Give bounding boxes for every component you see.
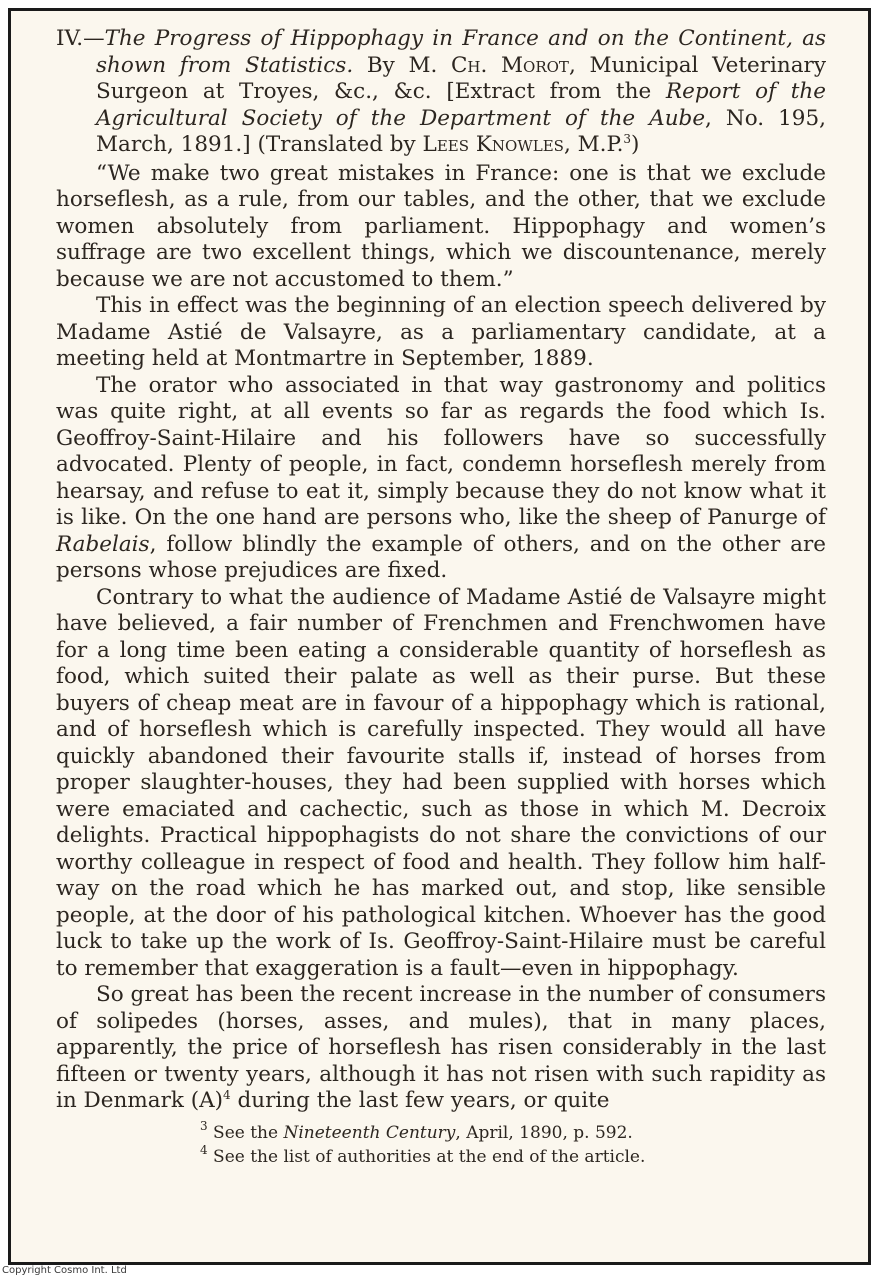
footnote-3: $^3$ See the Nineteenth Century, April, 1890, p. 592. (200, 1118, 633, 1143)
document-page (56, 26, 826, 1169)
paragraph-5: So great has been the recent increase in the number of consumers of solipedes (horses, asses, and mules), that in many places, apparently, the price of horseflesh has risen considerably in the last fifteen or twenty years, although it has not risen with such rapidity as in Denmark $(A)^4$ during the last few years, or quite (56, 982, 826, 1113)
author-name: Ch. Morot (450, 52, 569, 78)
source-title: Report of the Agricultural Society of the Department of the Aube (96, 79, 826, 131)
footnote-4: $^4$ See the list of authorities at the end of the article. (200, 1142, 646, 1167)
rabelais-italic: Rabelais (56, 531, 150, 557)
paragraph-4: Contrary to what the audience of Madame Astié de Valsayre might have believed, a fair number of Frenchmen and Frenchwomen have for a long time been eating a considerable quantity of horseflesh as food, which suited their palate as well as their purse. But these buyers of cheap meat are in favour of a hippophagy which is rational, and of horseflesh which is carefully inspected. They would all have quickly abandoned their favourite stalls if, instead of horses from proper slaughter-houses, they had been supplied with horses which were emaciated and cachectic, such as those in which M. Decroix delights. Practical hippophagists do not share the convictions of our worthy colleague in respect of food and health. They follow him half-way on the road which he has marked out, and stop, like sensible people, at the door of his pathological kitchen. Whoever has the good luck to take up the work of Is. Geoffroy-Saint-Hilaire must be careful to remember that exaggeration is a fault—even in hippophagy. (56, 584, 826, 981)
footnote-ref-4: 4 (223, 1088, 231, 1102)
paragraph-3: The orator who associated in that way gastronomy and politics was quite right, at all events so far as regards the food which Is. Geoffroy-Saint-Hilaire and his followers have so successfully advocated. Plenty of people, in fact, condemn horseflesh merely from hearsay, and refuse to eat it, simply because they do not know what it is like. On the one hand are persons who, like the sheep of Panurge of Rabelais, follow blindly the example of others, and on the other are persons whose prejudices are fixed. (56, 372, 826, 583)
paragraph-2: This in effect was the beginning of an election speech delivered by Madame Astié de Valsayre, as a parliamentary candidate, at a meeting held at Montmartre in September, 1889. (56, 293, 826, 371)
translator-name: Lees Knowles (422, 132, 564, 157)
section-numeral: IV.— (56, 26, 105, 51)
article-title: The Progress of Hippophagy in France and on the Continent, as shown from Statistics. (96, 26, 826, 78)
footnote-ref-3: 3 (623, 132, 632, 146)
paragraph-1: “We make two great mistakes in France: one is that we exclude horseflesh, as a rule, from our tables, and the other, that we exclude women absolutely from parliament. Hippophagy and women’s suffrage are two excellent things, which we discountenance, merely because we are not accustomed to them.” (56, 160, 826, 292)
copyright-notice: Copyright Cosmo Int. Ltd (2, 1265, 127, 1276)
article-heading: IV.—The Progress of Hippophagy in France and on the Continent, as shown from Statistics. By M. Ch. Morot, Municipal Veterinary Surgeon at Troyes, &c., &c. [Extract from the Report of the Agricultural Society of the Department of the Aube, No. 195, March, 1891.] (Translated by Lees Knowles, M.P.$^3$) (56, 26, 827, 157)
footnotes (56, 1118, 826, 1169)
